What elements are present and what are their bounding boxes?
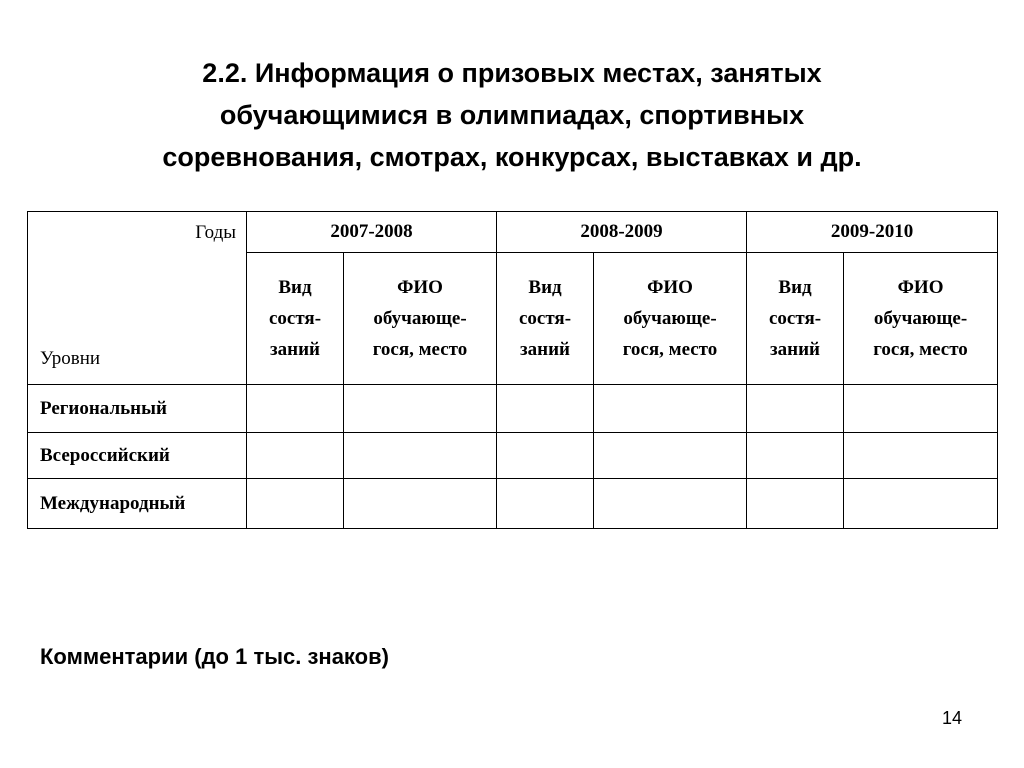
table-cell[interactable] bbox=[594, 385, 747, 433]
table-cell[interactable] bbox=[247, 385, 344, 433]
year-header: 2007-2008 bbox=[247, 212, 497, 253]
competition-type-header: Вид состя- заний bbox=[497, 253, 594, 385]
level-label: Международный bbox=[28, 479, 247, 529]
table-cell[interactable] bbox=[497, 385, 594, 433]
corner-years-label: Годы bbox=[195, 222, 236, 243]
page-number: 14 bbox=[942, 708, 963, 728]
student-name-header: ФИО обучающе- гося, место bbox=[344, 253, 497, 385]
table-cell[interactable] bbox=[844, 479, 998, 529]
table-cell[interactable] bbox=[247, 479, 344, 529]
student-name-header: ФИО обучающе- гося, место bbox=[844, 253, 998, 385]
table-cell[interactable] bbox=[747, 433, 844, 479]
competition-type-header: Вид состя- заний bbox=[747, 253, 844, 385]
title-line: 2.2. Информация о призовых местах, занятых bbox=[202, 58, 822, 88]
level-label: Региональный bbox=[28, 385, 247, 433]
comments-label: Комментарии (до 1 тыс. знаков) bbox=[40, 644, 389, 669]
table-cell[interactable] bbox=[344, 385, 497, 433]
slide-title bbox=[40, 52, 984, 178]
table-cell[interactable] bbox=[747, 385, 844, 433]
student-name-header: ФИО обучающе- гося, место bbox=[594, 253, 747, 385]
table-cell[interactable] bbox=[747, 479, 844, 529]
table-cell[interactable] bbox=[844, 433, 998, 479]
title-line: соревнования, смотрах, конкурсах, выставках и др. bbox=[162, 142, 862, 172]
year-header: 2009-2010 bbox=[747, 212, 998, 253]
table-cell[interactable] bbox=[344, 433, 497, 479]
corner-levels-label: Уровни bbox=[40, 348, 101, 369]
table-cell[interactable] bbox=[344, 479, 497, 529]
table-cell[interactable] bbox=[594, 433, 747, 479]
table-cell[interactable] bbox=[247, 433, 344, 479]
level-label: Всероссийский bbox=[28, 433, 247, 479]
table-row bbox=[28, 479, 998, 529]
table-row bbox=[28, 433, 998, 479]
table-cell[interactable] bbox=[594, 479, 747, 529]
table-cell[interactable] bbox=[844, 385, 998, 433]
table-cell[interactable] bbox=[497, 479, 594, 529]
prizes-table bbox=[27, 211, 998, 529]
competition-type-header: Вид состя- заний bbox=[247, 253, 344, 385]
corner-cell bbox=[28, 212, 247, 385]
header-row-years bbox=[28, 212, 998, 253]
year-header: 2008-2009 bbox=[497, 212, 747, 253]
title-line: обучающимися в олимпиадах, спортивных bbox=[219, 100, 805, 130]
table-cell[interactable] bbox=[497, 433, 594, 479]
table-row bbox=[28, 385, 998, 433]
